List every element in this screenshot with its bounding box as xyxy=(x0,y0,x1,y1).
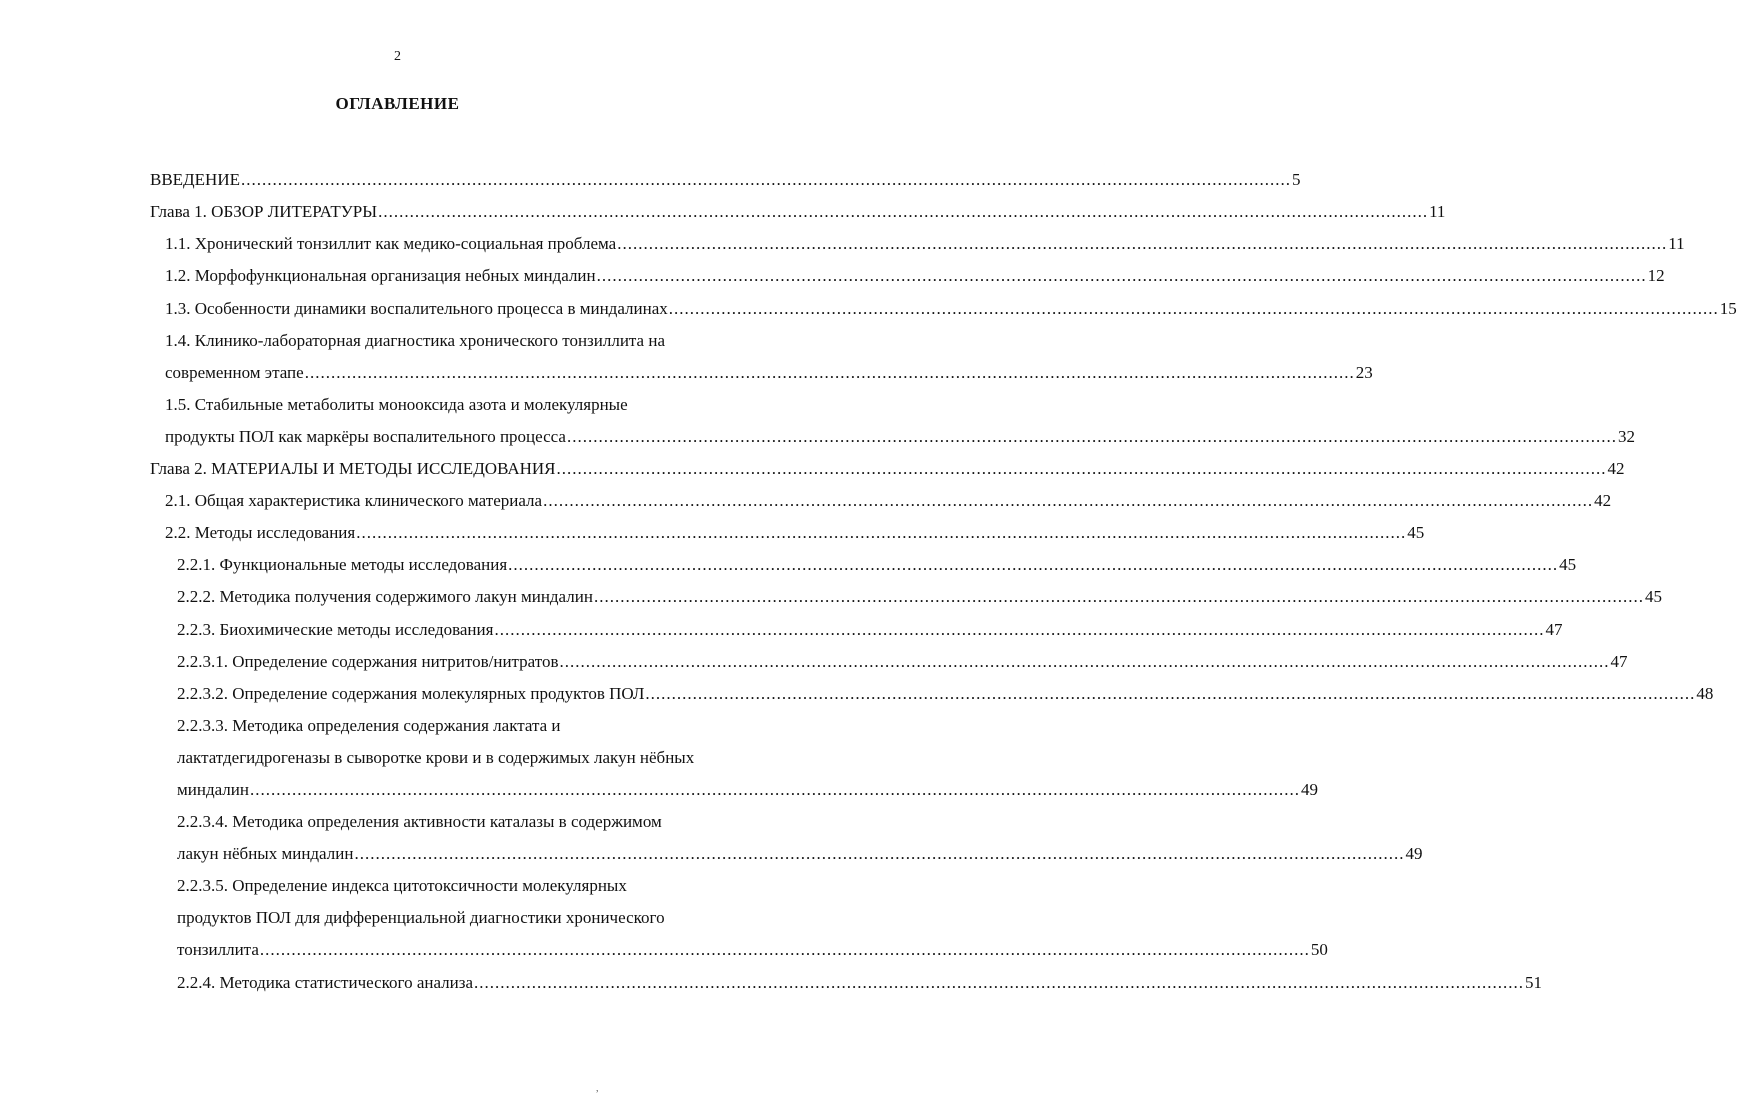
toc-entry-title: 1.2. Морфофункциональная организация небных миндалин xyxy=(165,266,596,285)
toc-entry-page: 47 xyxy=(1610,652,1628,671)
toc-entry-page: 5 xyxy=(1291,170,1301,189)
toc-leader-dots: ........................................................................................................................................................................................................ xyxy=(645,684,1696,703)
toc-leader-dots: ........................................................................................................................................................................................................ xyxy=(596,266,1647,285)
toc-entry xyxy=(165,263,1665,289)
toc-entry-title: Глава 2. МАТЕРИАЛЫ И МЕТОДЫ ИССЛЕДОВАНИЯ xyxy=(150,459,556,478)
toc-leader-dots: ........................................................................................................................................................................................................ xyxy=(354,844,1405,863)
page-number: 2 xyxy=(394,49,401,64)
toc-entry-page: 12 xyxy=(1647,266,1665,285)
toc-entry-page: 50 xyxy=(1310,940,1328,959)
toc-entry-title: продукты ПОЛ как маркёры воспалительного процесса xyxy=(165,427,566,446)
page-title: ОГЛАВЛЕНИЕ xyxy=(335,94,460,113)
toc-entry-page: 47 xyxy=(1545,620,1563,639)
toc-entry-page: 45 xyxy=(1644,587,1662,606)
toc-entry xyxy=(177,713,748,739)
toc-entry xyxy=(177,681,1714,707)
toc-leader-dots: ........................................................................................................................................................................................................ xyxy=(240,170,1291,189)
toc-entry xyxy=(165,231,1685,257)
toc-entry-title: 2.2.1. Функциональные методы исследования xyxy=(177,555,508,574)
toc-entry xyxy=(177,873,748,899)
toc-entry-page: 49 xyxy=(1405,844,1423,863)
toc-leader-dots: ........................................................................................................................................................................................................ xyxy=(566,427,1617,446)
toc-entry-page: 49 xyxy=(1300,780,1318,799)
toc-entry-page: 51 xyxy=(1525,973,1543,992)
toc-entry xyxy=(177,777,1318,803)
toc-entry xyxy=(165,488,1612,514)
toc-leader-dots: ........................................................................................................................................................................................................ xyxy=(474,973,1525,992)
toc-entry xyxy=(165,360,1373,386)
toc-entry-title: ВВЕДЕНИЕ xyxy=(150,170,240,189)
toc-entry-title: 2.1. Общая характеристика клинического материала xyxy=(165,491,543,510)
toc-leader-dots: ........................................................................................................................................................................................................ xyxy=(259,940,1310,959)
toc-entry-page: 45 xyxy=(1559,555,1577,574)
toc-leader-dots: ........................................................................................................................................................................................................ xyxy=(556,459,1607,478)
toc-entry xyxy=(177,809,748,835)
toc-entry xyxy=(177,937,1328,963)
toc-entry-title: 2.2.3.2. Определение содержания молекулярных продуктов ПОЛ xyxy=(177,684,645,703)
toc-entry xyxy=(177,841,1423,867)
toc-entry-title: 2.2.3.3. Методика определения содержания лактата и xyxy=(177,716,561,735)
toc-entry-title: 1.3. Особенности динамики воспалительного процесса в миндалинах xyxy=(165,299,668,318)
toc-entry xyxy=(177,649,1628,675)
toc-entry-title: 2.2. Методы исследования xyxy=(165,523,356,542)
toc-leader-dots: ........................................................................................................................................................................................................ xyxy=(304,363,1355,382)
toc-entry-title: тонзиллита xyxy=(177,940,259,959)
toc-entry-page: 45 xyxy=(1407,523,1425,542)
toc-entry-title: миндалин xyxy=(177,780,249,799)
toc-leader-dots: ........................................................................................................................................................................................................ xyxy=(617,234,1668,253)
toc-entry-title: 1.5. Стабильные метаболиты монооксида азота и молекулярные xyxy=(165,395,628,414)
toc-entry-title: 2.2.3.1. Определение содержания нитритов/нитратов xyxy=(177,652,559,671)
toc-entry-title: 2.2.3. Биохимические методы исследования xyxy=(177,620,494,639)
toc-entry xyxy=(177,970,1543,996)
toc-entry-title: 1.1. Хронический тонзиллит как медико-социальная проблема xyxy=(165,234,617,253)
toc-entry-page: 42 xyxy=(1594,491,1612,510)
toc-entry-page: 32 xyxy=(1617,427,1635,446)
toc-entry xyxy=(165,328,748,354)
toc-entry-title: 2.2.3.4. Методика определения активности каталазы в содержимом xyxy=(177,812,662,831)
toc-entry xyxy=(177,617,1563,643)
toc-entry-page: 42 xyxy=(1607,459,1625,478)
toc-entry xyxy=(177,552,1577,578)
toc-entry xyxy=(150,199,1446,225)
toc-leader-dots: ........................................................................................................................................................................................................ xyxy=(543,491,1594,510)
toc-entry-page: 23 xyxy=(1355,363,1373,382)
toc-entry-page: 11 xyxy=(1668,234,1685,253)
toc-leader-dots: ........................................................................................................................................................................................................ xyxy=(668,299,1719,318)
toc-entry-page: 11 xyxy=(1429,202,1446,221)
toc-entry-title: продуктов ПОЛ для дифференциальной диагностики хронического xyxy=(177,908,665,927)
toc-entry-title: лакун нёбных миндалин xyxy=(177,844,354,863)
scan-mark: , xyxy=(596,1083,599,1094)
toc-entry xyxy=(150,167,1301,193)
toc-entry-title: 2.2.2. Методика получения содержимого лакун миндалин xyxy=(177,587,593,606)
toc-entry-title: Глава 1. ОБЗОР ЛИТЕРАТУРЫ xyxy=(150,202,378,221)
toc-entry-title: современном этапе xyxy=(165,363,304,382)
toc-leader-dots: ........................................................................................................................................................................................................ xyxy=(356,523,1407,542)
toc-entry xyxy=(177,584,1662,610)
toc-leader-dots: ........................................................................................................................................................................................................ xyxy=(559,652,1610,671)
toc-entry xyxy=(177,745,748,771)
toc-leader-dots: ........................................................................................................................................................................................................ xyxy=(378,202,1429,221)
toc-entry-title: 2.2.4. Методика статистического анализа xyxy=(177,973,474,992)
toc-leader-dots: ........................................................................................................................................................................................................ xyxy=(508,555,1559,574)
toc-entry xyxy=(165,520,1425,546)
toc-entry xyxy=(165,424,1635,450)
toc-entry xyxy=(150,456,1625,482)
toc-entry-page: 48 xyxy=(1696,684,1714,703)
toc-entry-title: лактатдегидрогеназы в сыворотке крови и в содержимых лакун нёбных xyxy=(177,748,695,767)
toc-entry xyxy=(165,296,1737,322)
toc-leader-dots: ........................................................................................................................................................................................................ xyxy=(593,587,1644,606)
toc-entry xyxy=(177,905,748,931)
toc-entry-title: 1.4. Клинико-лабораторная диагностика хронического тонзиллита на xyxy=(165,331,665,350)
toc-leader-dots: ........................................................................................................................................................................................................ xyxy=(249,780,1300,799)
toc-leader-dots: ........................................................................................................................................................................................................ xyxy=(494,620,1545,639)
toc-entry-page: 15 xyxy=(1719,299,1737,318)
toc-entry-title: 2.2.3.5. Определение индекса цитотоксичности молекулярных xyxy=(177,876,627,895)
toc-entry xyxy=(165,392,748,418)
